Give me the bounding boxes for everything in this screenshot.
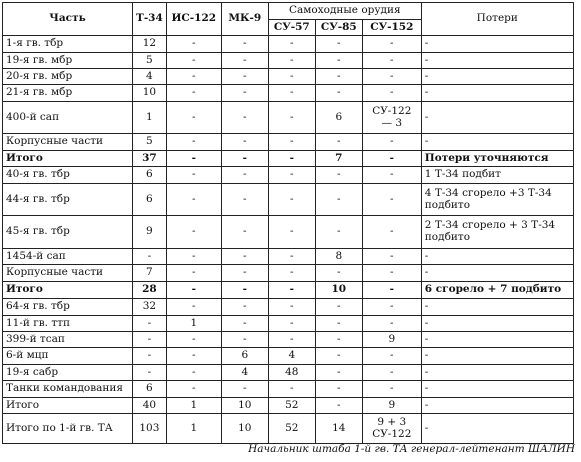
cell-t34: 5	[133, 53, 167, 69]
cell-t34: -	[133, 332, 167, 348]
cell-losses: 6 сгорело + 7 подбито	[421, 282, 573, 299]
cell-su57: -	[268, 151, 315, 167]
cell-losses: -	[421, 381, 573, 398]
cell-losses: -	[421, 332, 573, 348]
cell-su85: 10	[315, 282, 362, 299]
cell-unit: 21-я гв. мбр	[3, 85, 133, 102]
cell-mk9: 10	[221, 414, 268, 444]
cell-su152: -	[362, 365, 421, 381]
cell-losses: -	[421, 69, 573, 85]
tank-strength-table	[2, 2, 574, 444]
cell-su152: -	[362, 316, 421, 332]
cell-unit: 45-я гв. тбр	[3, 216, 133, 249]
cell-unit: Корпусные части	[3, 134, 133, 151]
cell-is122: 1	[166, 316, 221, 332]
cell-is122: -	[166, 69, 221, 85]
cell-losses: -	[421, 365, 573, 381]
table-row	[3, 265, 574, 282]
cell-su85: -	[315, 134, 362, 151]
cell-unit: Итого	[3, 282, 133, 299]
cell-is122: 1	[166, 398, 221, 414]
cell-mk9: -	[221, 299, 268, 316]
cell-su152: -	[362, 299, 421, 316]
cell-mk9: -	[221, 216, 268, 249]
cell-is122: -	[166, 134, 221, 151]
cell-t34: 40	[133, 398, 167, 414]
cell-t34: 5	[133, 134, 167, 151]
cell-mk9: -	[221, 167, 268, 184]
cell-su57: -	[268, 282, 315, 299]
table-row	[3, 332, 574, 348]
cell-t34: 6	[133, 381, 167, 398]
table-row	[3, 36, 574, 53]
cell-su85: -	[315, 167, 362, 184]
header-losses: Потери	[421, 3, 573, 36]
cell-mk9: -	[221, 69, 268, 85]
cell-t34: 4	[133, 69, 167, 85]
cell-losses: -	[421, 398, 573, 414]
cell-t34: -	[133, 348, 167, 365]
cell-unit: 44-я гв. тбр	[3, 184, 133, 216]
cell-su85: -	[315, 348, 362, 365]
signature-caption: Начальник штаба 1-й гв. ТА генерал-лейтенант ШАЛИН	[248, 443, 575, 455]
cell-unit: 19-я гв. мбр	[3, 53, 133, 69]
cell-t34: 7	[133, 265, 167, 282]
cell-su85: -	[315, 299, 362, 316]
cell-t34: 1	[133, 102, 167, 134]
cell-losses: -	[421, 414, 573, 444]
cell-unit: Итого по 1-й гв. ТА	[3, 414, 133, 444]
table-row	[3, 53, 574, 69]
cell-su152: -	[362, 85, 421, 102]
cell-unit: Танки командования	[3, 381, 133, 398]
cell-losses: -	[421, 249, 573, 265]
table-body	[3, 36, 574, 444]
cell-losses: Потери уточняются	[421, 151, 573, 167]
cell-su57: -	[268, 53, 315, 69]
cell-su152: -	[362, 151, 421, 167]
cell-losses: -	[421, 348, 573, 365]
cell-su57: -	[268, 69, 315, 85]
cell-unit: 1454-й сап	[3, 249, 133, 265]
cell-t34: -	[133, 249, 167, 265]
cell-mk9: -	[221, 332, 268, 348]
cell-losses: 1 Т-34 подбит	[421, 167, 573, 184]
cell-unit: 6-й мцп	[3, 348, 133, 365]
cell-su152: -	[362, 249, 421, 265]
cell-mk9: -	[221, 381, 268, 398]
cell-is122: -	[166, 282, 221, 299]
table-row	[3, 134, 574, 151]
cell-su152: -	[362, 282, 421, 299]
table-row	[3, 85, 574, 102]
cell-su152: -	[362, 381, 421, 398]
cell-su85: -	[315, 36, 362, 53]
cell-unit: Итого	[3, 398, 133, 414]
table-row	[3, 69, 574, 85]
cell-is122: -	[166, 332, 221, 348]
header-unit: Часть	[3, 3, 133, 36]
header-su57: СУ-57	[268, 20, 315, 36]
cell-unit: 400-й сап	[3, 102, 133, 134]
cell-is122: -	[166, 381, 221, 398]
cell-su85: -	[315, 265, 362, 282]
cell-unit: 20-я гв. мбр	[3, 69, 133, 85]
cell-losses: -	[421, 299, 573, 316]
cell-unit: 19-я сабр	[3, 365, 133, 381]
cell-is122: -	[166, 53, 221, 69]
table-row	[3, 216, 574, 249]
header-su152: СУ-152	[362, 20, 421, 36]
cell-su85: -	[315, 398, 362, 414]
header-t34: Т-34	[133, 3, 167, 36]
cell-is122: -	[166, 167, 221, 184]
cell-mk9: -	[221, 249, 268, 265]
header-is122: ИС-122	[166, 3, 221, 36]
cell-t34: -	[133, 316, 167, 332]
cell-su85: -	[315, 365, 362, 381]
cell-su57: -	[268, 299, 315, 316]
cell-su85: -	[315, 85, 362, 102]
cell-su85: -	[315, 69, 362, 85]
cell-mk9: -	[221, 282, 268, 299]
cell-mk9: -	[221, 151, 268, 167]
cell-su57: -	[268, 102, 315, 134]
cell-su152: СУ-122 — 3	[362, 102, 421, 134]
cell-su57: -	[268, 184, 315, 216]
cell-unit: Итого	[3, 151, 133, 167]
cell-mk9: 4	[221, 365, 268, 381]
table-row	[3, 249, 574, 265]
cell-is122: -	[166, 85, 221, 102]
cell-mk9: -	[221, 316, 268, 332]
table-row	[3, 348, 574, 365]
cell-su57: -	[268, 85, 315, 102]
cell-unit: 399-й тсап	[3, 332, 133, 348]
cell-unit: 11-й гв. ттп	[3, 316, 133, 332]
cell-losses: -	[421, 316, 573, 332]
cell-su152: -	[362, 184, 421, 216]
cell-is122: -	[166, 299, 221, 316]
cell-mk9: -	[221, 53, 268, 69]
cell-su152: -	[362, 348, 421, 365]
cell-mk9: -	[221, 102, 268, 134]
cell-losses: 2 Т-34 сгорело + 3 Т-34 подбито	[421, 216, 573, 249]
cell-su152: 9 + 3 СУ-122	[362, 414, 421, 444]
header-su85: СУ-85	[315, 20, 362, 36]
cell-su57: -	[268, 167, 315, 184]
cell-su57: 48	[268, 365, 315, 381]
table-row-total	[3, 151, 574, 167]
cell-mk9: -	[221, 36, 268, 53]
cell-su152: -	[362, 167, 421, 184]
cell-t34: 12	[133, 36, 167, 53]
cell-su57: -	[268, 134, 315, 151]
cell-su152: 9	[362, 398, 421, 414]
cell-mk9: -	[221, 134, 268, 151]
cell-su152: -	[362, 36, 421, 53]
table-row	[3, 414, 574, 444]
cell-is122: -	[166, 216, 221, 249]
cell-su57: 4	[268, 348, 315, 365]
cell-is122: -	[166, 184, 221, 216]
cell-su85: 8	[315, 249, 362, 265]
cell-su57: -	[268, 332, 315, 348]
cell-su85: -	[315, 332, 362, 348]
table-row	[3, 299, 574, 316]
cell-su85: -	[315, 184, 362, 216]
cell-losses: -	[421, 36, 573, 53]
cell-unit: 64-я гв. тбр	[3, 299, 133, 316]
cell-su152: -	[362, 216, 421, 249]
cell-su85: -	[315, 316, 362, 332]
table-row	[3, 102, 574, 134]
cell-su85: 7	[315, 151, 362, 167]
cell-mk9: -	[221, 184, 268, 216]
cell-unit: 40-я гв. тбр	[3, 167, 133, 184]
cell-t34: 9	[133, 216, 167, 249]
cell-su57: 52	[268, 398, 315, 414]
cell-su152: -	[362, 134, 421, 151]
cell-su57: -	[268, 381, 315, 398]
cell-t34: 28	[133, 282, 167, 299]
cell-losses: -	[421, 134, 573, 151]
cell-mk9: 10	[221, 398, 268, 414]
cell-t34: 103	[133, 414, 167, 444]
table-row	[3, 365, 574, 381]
cell-su85: -	[315, 216, 362, 249]
cell-losses: 4 Т-34 сгорело +3 Т-34 подбито	[421, 184, 573, 216]
cell-su57: -	[268, 36, 315, 53]
cell-is122: -	[166, 249, 221, 265]
cell-is122: -	[166, 36, 221, 53]
cell-mk9: -	[221, 85, 268, 102]
cell-su85: -	[315, 381, 362, 398]
header-sp-guns: Самоходные орудия	[268, 3, 421, 20]
cell-t34: -	[133, 365, 167, 381]
cell-t34: 6	[133, 184, 167, 216]
cell-is122: -	[166, 102, 221, 134]
cell-su57: -	[268, 316, 315, 332]
header-mk9: МК-9	[221, 3, 268, 36]
table-row	[3, 398, 574, 414]
cell-t34: 37	[133, 151, 167, 167]
cell-su152: -	[362, 69, 421, 85]
cell-su152: 9	[362, 332, 421, 348]
table-row-total	[3, 282, 574, 299]
cell-unit: Корпусные части	[3, 265, 133, 282]
cell-su152: -	[362, 53, 421, 69]
cell-is122: -	[166, 348, 221, 365]
table-row	[3, 316, 574, 332]
cell-su85: 6	[315, 102, 362, 134]
cell-losses: -	[421, 102, 573, 134]
cell-t34: 6	[133, 167, 167, 184]
cell-su57: 52	[268, 414, 315, 444]
cell-losses: -	[421, 265, 573, 282]
cell-su57: -	[268, 249, 315, 265]
cell-unit: 1-я гв. тбр	[3, 36, 133, 53]
cell-su152: -	[362, 265, 421, 282]
cell-su85: -	[315, 53, 362, 69]
cell-is122: -	[166, 265, 221, 282]
table-row	[3, 184, 574, 216]
cell-t34: 10	[133, 85, 167, 102]
cell-mk9: -	[221, 265, 268, 282]
cell-su57: -	[268, 216, 315, 249]
cell-losses: -	[421, 53, 573, 69]
cell-is122: -	[166, 151, 221, 167]
cell-is122: -	[166, 365, 221, 381]
table-row	[3, 167, 574, 184]
cell-losses: -	[421, 85, 573, 102]
cell-mk9: 6	[221, 348, 268, 365]
cell-t34: 32	[133, 299, 167, 316]
table-row	[3, 381, 574, 398]
cell-su57: -	[268, 265, 315, 282]
cell-su85: 14	[315, 414, 362, 444]
cell-is122: 1	[166, 414, 221, 444]
